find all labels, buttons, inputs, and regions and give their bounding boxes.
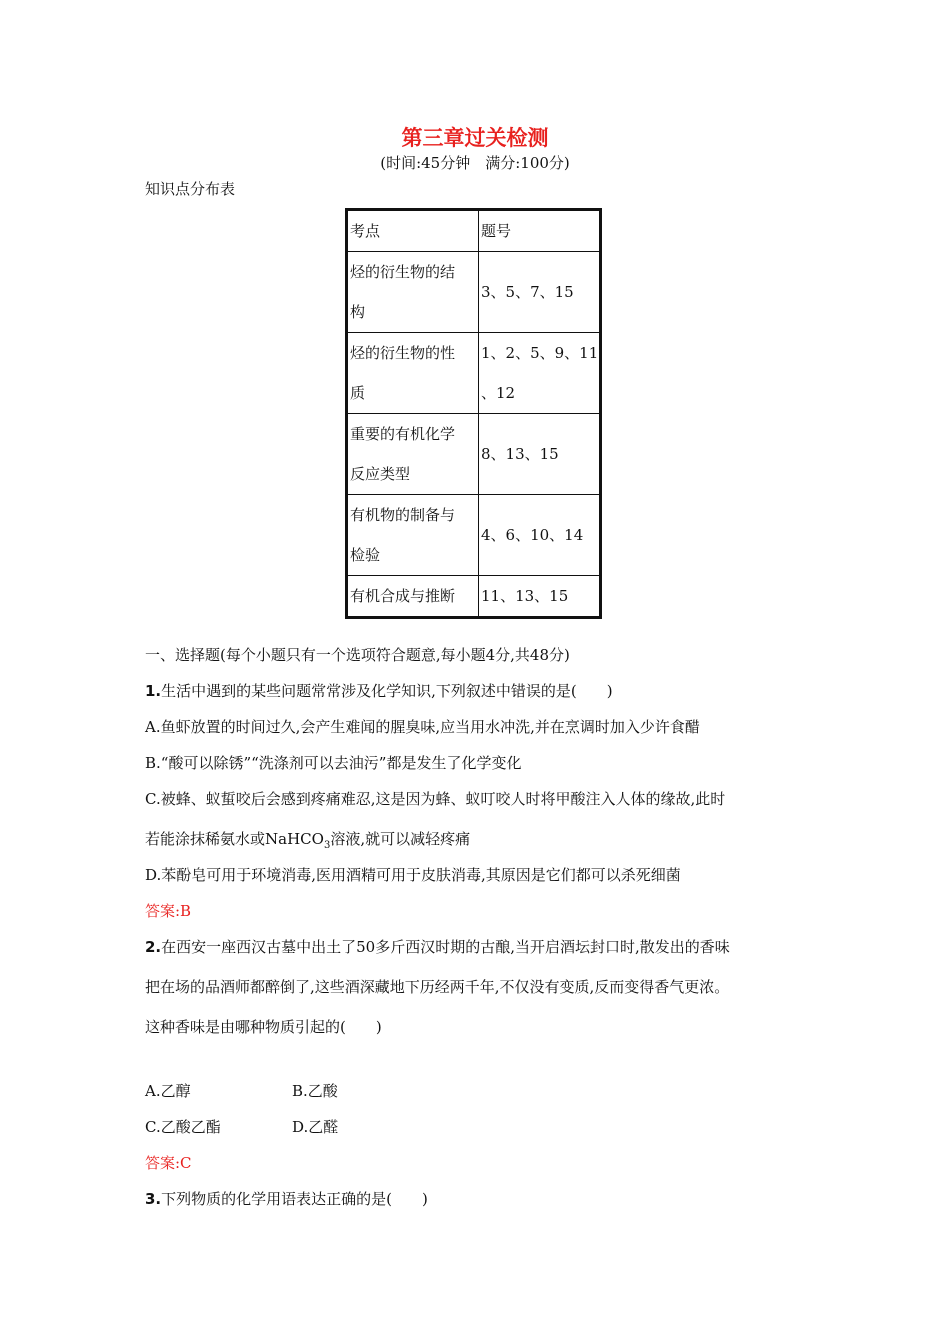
table-row (347, 495, 601, 576)
question-2-option-b: B.乙酸 (292, 1082, 338, 1100)
table-cell-topic: 有机合成与推断 (347, 576, 479, 618)
table-cell-topic: 烃的衍生物的结 构 (347, 252, 479, 333)
table-cell-numbers: 3、5、7、15 (479, 252, 601, 333)
table-row (347, 333, 601, 414)
table-cell-topic: 有机物的制备与 检验 (347, 495, 479, 576)
question-1-option-d: D.苯酚皂可用于环境消毒,医用酒精可用于皮肤消毒,其原因是它们都可以杀死细菌 (145, 866, 681, 884)
section-heading: 一、选择题(每个小题只有一个选项符合题意,每小题4分,共48分) (145, 646, 570, 664)
table-cell-numbers: 11、13、15 (479, 576, 601, 618)
question-2-answer: 答案:C (145, 1154, 192, 1172)
question-1-stem: 1.生活中遇到的某些问题常常涉及化学知识,下列叙述中错误的是( ) (145, 682, 613, 700)
table-cell-numbers: 1、2、5、9、11 、12 (479, 333, 601, 414)
page-title: 第三章过关检测 (401, 126, 549, 150)
table-header-numbers: 题号 (479, 210, 601, 252)
question-number: 1. (145, 682, 162, 700)
table-row (347, 414, 601, 495)
knowledge-point-table (345, 208, 602, 619)
question-1-option-c: C.被蜂、蚁蜇咬后会感到疼痛难忍,这是因为蜂、蚁叮咬人时将甲酸注入人体的缘故,此时 (145, 790, 726, 808)
question-2-stem: 2.在西安一座西汉古墓中出土了50多斤西汉时期的古酿,当开启酒坛封口时,散发出的香味 (145, 938, 730, 956)
question-number: 2. (145, 938, 162, 956)
question-1-answer: 答案:B (145, 902, 192, 920)
table-header-row (347, 210, 601, 252)
table-header-topic: 考点 (347, 210, 479, 252)
page-subtitle: (时间:45分钟 满分:100分) (380, 154, 570, 172)
question-number: 3. (145, 1190, 162, 1208)
question-2-option-a: A.乙醇 (145, 1082, 191, 1100)
question-2-stem-line3: 这种香味是由哪种物质引起的( ) (145, 1018, 382, 1036)
question-1-option-c-cont: 若能涂抹稀氨水或NaHCO$_3$溶液,就可以减轻疼痛 (145, 830, 471, 851)
table-caption: 知识点分布表 (145, 180, 236, 198)
question-3-stem: 3.下列物质的化学用语表达正确的是( ) (145, 1190, 428, 1208)
question-2-stem-line2: 把在场的品酒师都醉倒了,这些酒深藏地下历经两千年,不仅没有变质,反而变得香气更浓。 (145, 978, 730, 996)
table-row (347, 252, 601, 333)
table-cell-numbers: 4、6、10、14 (479, 495, 601, 576)
question-1-option-b: B.“酸可以除锈”“洗涤剂可以去油污”都是发生了化学变化 (145, 754, 522, 772)
question-2-option-d: D.乙醛 (292, 1118, 339, 1136)
table-cell-topic: 烃的衍生物的性 质 (347, 333, 479, 414)
question-2-option-c: C.乙酸乙酯 (145, 1118, 221, 1136)
table-cell-numbers: 8、13、15 (479, 414, 601, 495)
table-row (347, 576, 601, 618)
table-cell-topic: 重要的有机化学 反应类型 (347, 414, 479, 495)
question-1-option-a: A.鱼虾放置的时间过久,会产生难闻的腥臭味,应当用水冲洗,并在烹调时加入少许食醋 (145, 718, 700, 736)
